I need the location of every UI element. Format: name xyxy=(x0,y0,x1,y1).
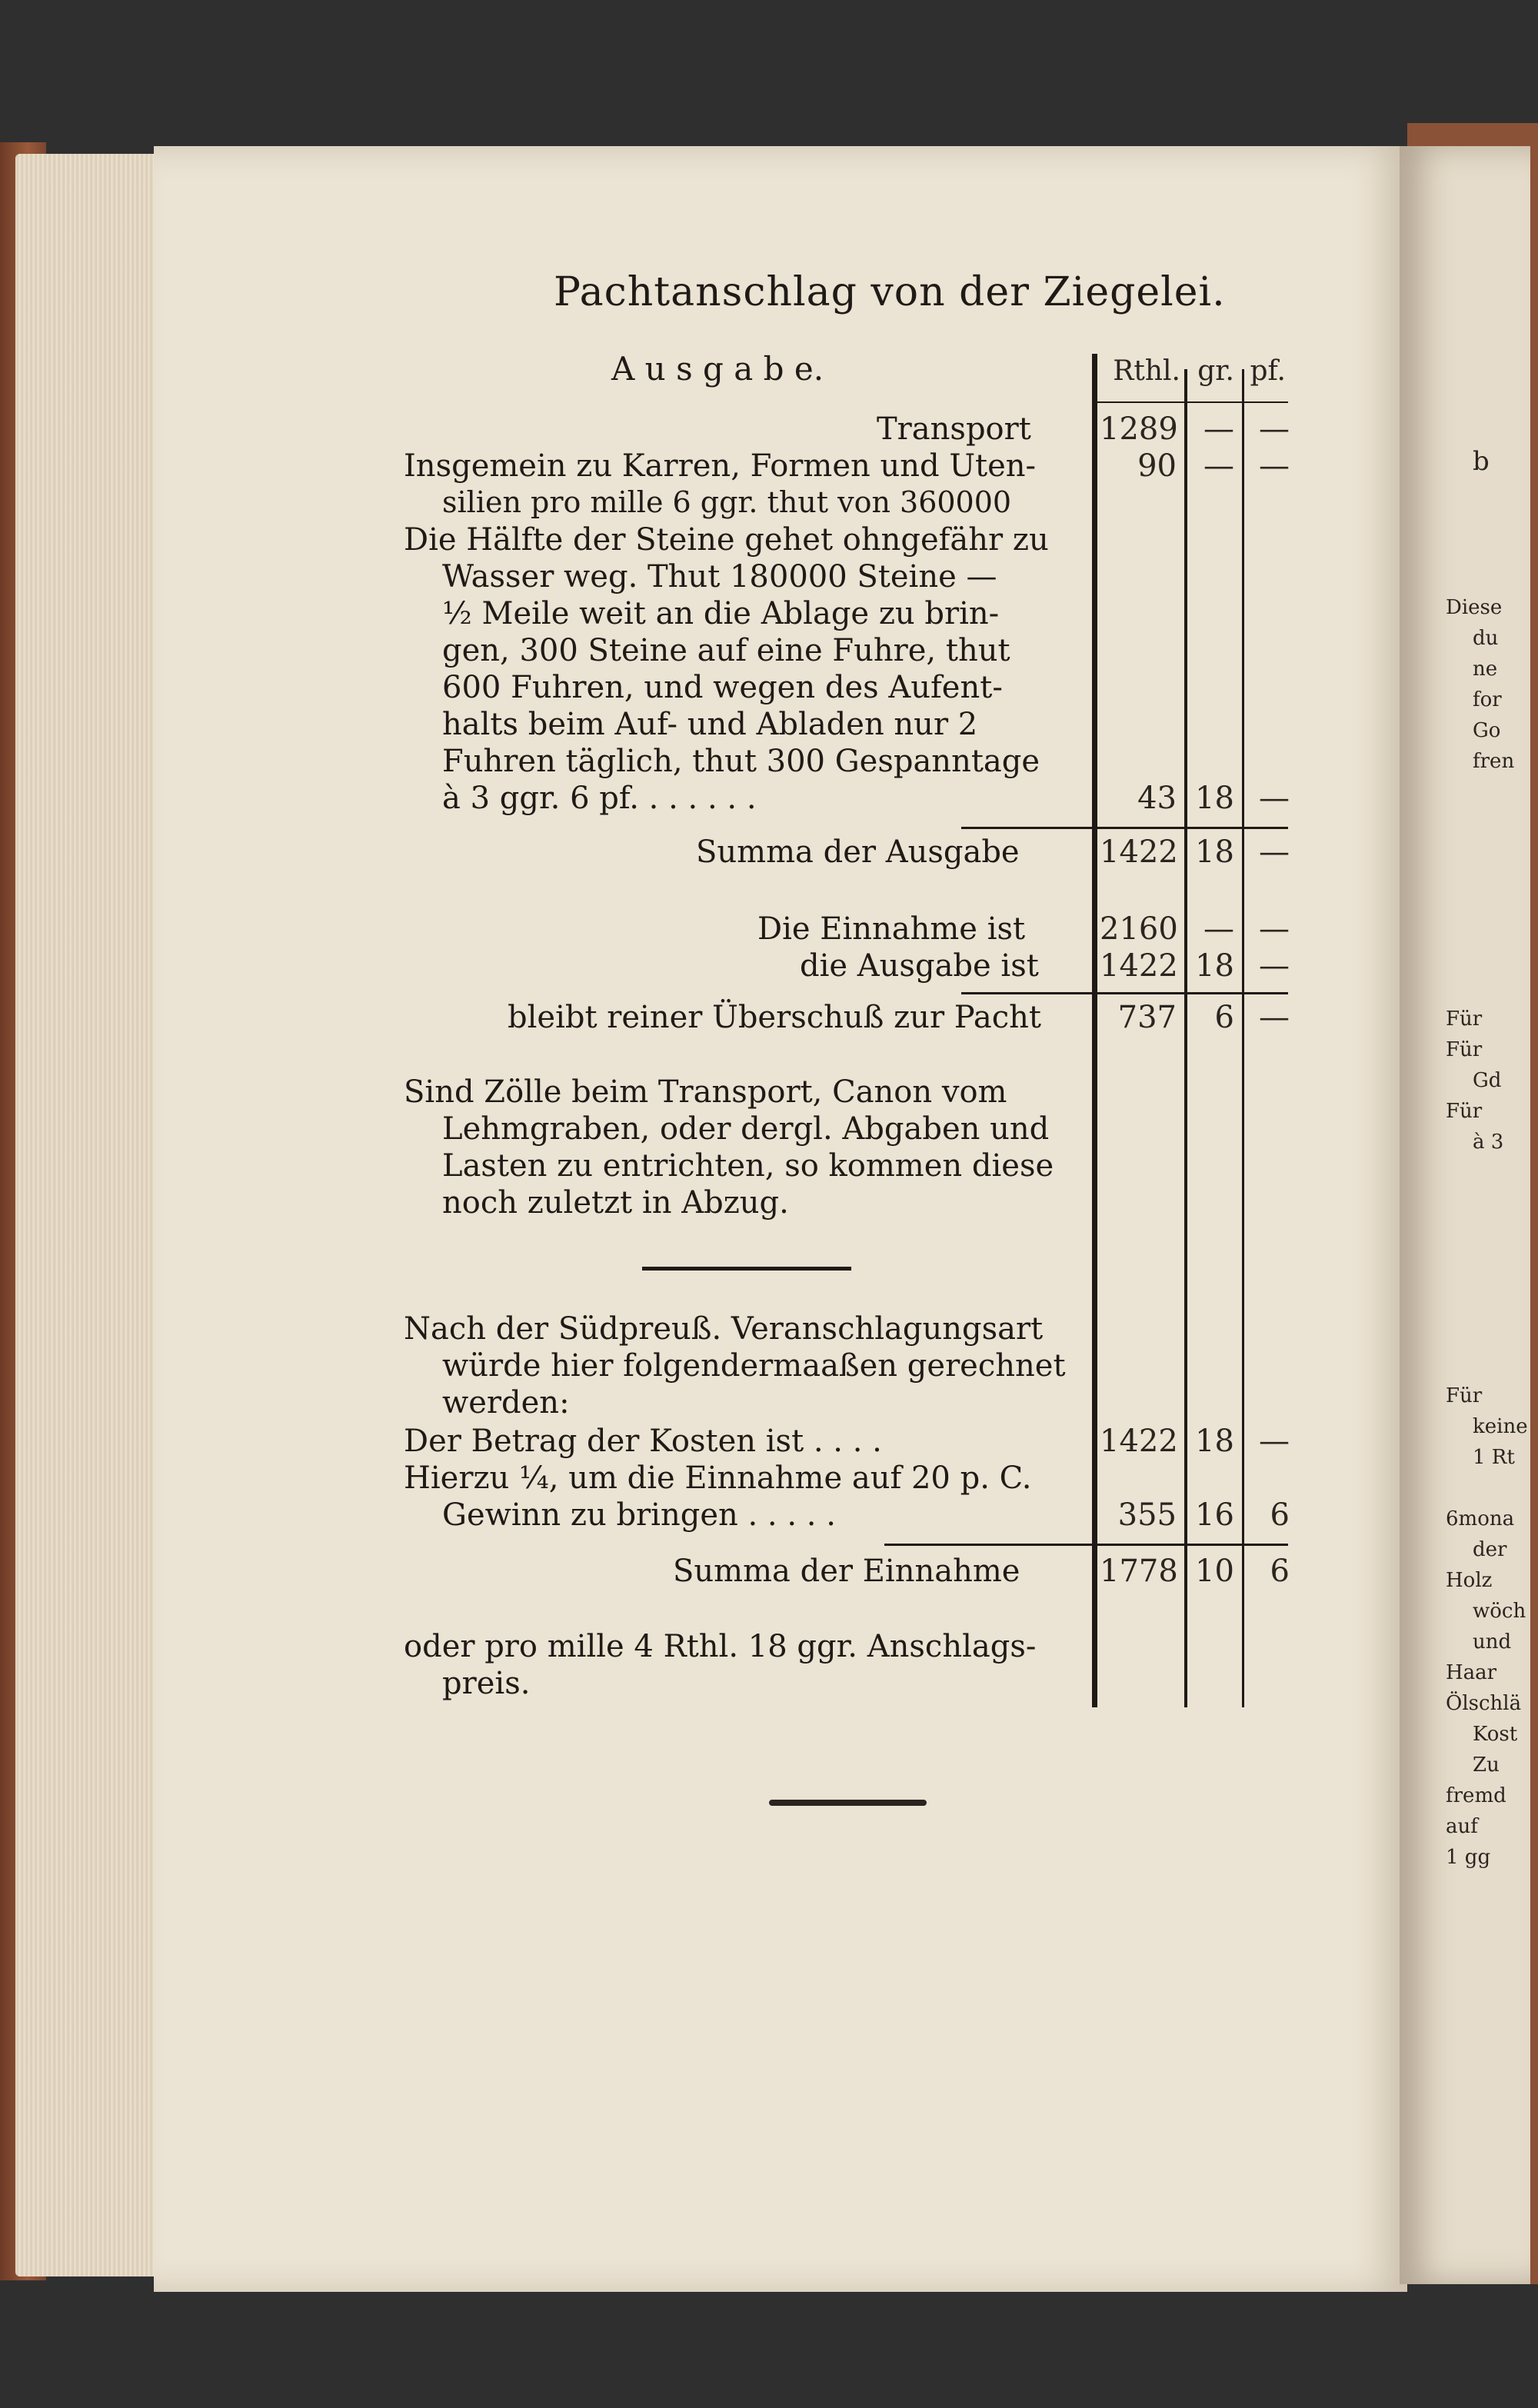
hierzu-rthl: 355 xyxy=(1117,1497,1177,1533)
summa-ausgabe-pf: — xyxy=(1259,834,1290,870)
ueberschuss-rthl: 737 xyxy=(1117,1000,1177,1035)
sum-rule-ausgabe xyxy=(961,827,1288,829)
haelfte-line-3: ½ Meile weit an die Ablage zu brin- xyxy=(442,596,1000,631)
next-page-fragment: Gd xyxy=(1473,1069,1502,1092)
haelfte-line-8: à 3 ggr. 6 pf. . . . . . . xyxy=(442,781,757,816)
next-page-fragment: und xyxy=(1473,1630,1512,1654)
column-rule-gr xyxy=(1184,369,1187,1707)
next-page-fragment: Diese xyxy=(1446,596,1503,619)
next-page-fragment: ne xyxy=(1473,658,1498,681)
suedpreuss-intro-1: Nach der Südpreuß. Veranschlagungsart xyxy=(404,1311,1044,1347)
ueberschuss-pf: — xyxy=(1259,1000,1290,1035)
haelfte-line-2: Wasser weg. Thut 180000 Steine — xyxy=(442,559,997,595)
haelfte-line-1: Die Hälfte der Steine gehet ohngefähr zu xyxy=(404,522,1049,558)
next-page-fragment: Kost xyxy=(1473,1723,1518,1746)
next-page-fragment: à 3 xyxy=(1473,1131,1504,1154)
next-page-fragment: b xyxy=(1473,446,1490,477)
hierzu-line-1: Hierzu ¼, um die Einnahme auf 20 p. C. xyxy=(404,1460,1032,1496)
pro-mille-line-2: preis. xyxy=(442,1666,531,1701)
ausgabe-header: A u s g a b e. xyxy=(611,350,824,388)
zoelle-line-1: Sind Zölle beim Transport, Canon vom xyxy=(404,1074,1007,1110)
transport-pf: — xyxy=(1259,411,1290,447)
next-page-fragment: fremd xyxy=(1446,1784,1506,1807)
next-page-fragment: keine xyxy=(1473,1415,1528,1438)
haelfte-line-6: halts beim Auf- und Abladen nur 2 xyxy=(442,707,978,742)
summa-einnahme-pf: 6 xyxy=(1270,1554,1290,1589)
col-header-pf: pf. xyxy=(1250,355,1286,387)
haelfte-rthl: 43 xyxy=(1137,781,1177,816)
haelfte-pf: — xyxy=(1259,781,1290,816)
insgemein-rthl: 90 xyxy=(1137,448,1177,484)
next-page-fragment: wöch xyxy=(1473,1600,1526,1623)
next-page-fragment: du xyxy=(1473,627,1499,650)
column-rule-pf xyxy=(1242,369,1244,1707)
next-page-fragment: 6mona xyxy=(1446,1507,1515,1530)
ausgabe-ist-rthl: 1422 xyxy=(1100,948,1178,984)
hierzu-pf: 6 xyxy=(1270,1497,1290,1533)
next-page-fragment: fren xyxy=(1473,750,1515,773)
suedpreuss-intro-3: werden: xyxy=(442,1385,570,1420)
next-page-edge xyxy=(1400,146,1530,2284)
next-page-fragment: Go xyxy=(1473,719,1501,742)
next-page-fragment: for xyxy=(1473,688,1502,711)
haelfte-gr: 18 xyxy=(1195,781,1234,816)
col-header-gr: gr. xyxy=(1197,355,1234,387)
insgemein-gr: — xyxy=(1203,448,1234,484)
next-page-fragment: auf xyxy=(1446,1815,1478,1838)
ueberschuss-label: bleibt reiner Überschuß zur Pacht xyxy=(508,1000,1041,1035)
next-page-fragment: Für xyxy=(1446,1100,1483,1123)
summa-einnahme-rthl: 1778 xyxy=(1100,1554,1178,1589)
next-page-fragment: 1 gg xyxy=(1446,1846,1491,1869)
transport-rthl: 1289 xyxy=(1100,411,1178,447)
next-page-fragment: Für xyxy=(1446,1038,1483,1061)
einnahme-ist-pf: — xyxy=(1259,911,1290,947)
next-page-fragment: Ölschlä xyxy=(1446,1692,1522,1715)
running-head: Pachtanschlag von der Ziegelei. xyxy=(554,269,1226,315)
sum-rule-einnahme xyxy=(884,1544,1288,1546)
summa-einnahme-gr: 10 xyxy=(1195,1554,1234,1589)
column-rule-main xyxy=(1092,354,1097,1707)
einnahme-ist-gr: — xyxy=(1203,911,1234,947)
haelfte-line-5: 600 Fuhren, und wegen des Aufent- xyxy=(442,670,1003,705)
betrag-label: Der Betrag der Kosten ist . . . . xyxy=(404,1424,882,1459)
next-page-fragment: Für xyxy=(1446,1384,1483,1407)
page-edges xyxy=(15,154,161,2276)
col-header-rthl: Rthl. xyxy=(1113,355,1180,387)
haelfte-line-4: gen, 300 Steine auf eine Fuhre, thut xyxy=(442,633,1010,668)
zoelle-line-2: Lehmgraben, oder dergl. Abgaben und xyxy=(442,1111,1050,1147)
transport-label: Transport xyxy=(877,411,1031,447)
closing-ornament xyxy=(769,1800,927,1806)
einnahme-ist-label: Die Einnahme ist xyxy=(757,911,1026,947)
next-page-fragment: Haar xyxy=(1446,1661,1497,1684)
ausgabe-ist-pf: — xyxy=(1259,948,1290,984)
summa-ausgabe-rthl: 1422 xyxy=(1100,834,1178,870)
next-page-fragment: Holz xyxy=(1446,1569,1493,1592)
ausgabe-ist-gr: 18 xyxy=(1195,948,1234,984)
zoelle-line-3: Lasten zu entrichten, so kommen diese xyxy=(442,1148,1054,1184)
insgemein-pf: — xyxy=(1259,448,1290,484)
next-page-fragment: der xyxy=(1473,1538,1507,1561)
next-page-fragment: Zu xyxy=(1473,1754,1500,1777)
summa-einnahme-label: Summa der Einnahme xyxy=(673,1554,1020,1589)
ausgabe-ist-label: die Ausgabe ist xyxy=(800,948,1039,984)
section-divider xyxy=(642,1267,851,1271)
haelfte-line-7: Fuhren täglich, thut 300 Gespanntage xyxy=(442,744,1040,779)
einnahme-ist-rthl: 2160 xyxy=(1100,911,1178,947)
hierzu-line-2: Gewinn zu bringen . . . . . xyxy=(442,1497,836,1533)
ueberschuss-gr: 6 xyxy=(1214,1000,1234,1035)
betrag-gr: 18 xyxy=(1195,1424,1234,1459)
insgemein-line-2: silien pro mille 6 ggr. thut von 360000 xyxy=(442,485,1012,519)
hierzu-gr: 16 xyxy=(1195,1497,1234,1533)
pro-mille-line-1: oder pro mille 4 Rthl. 18 ggr. Anschlags- xyxy=(404,1629,1037,1664)
insgemein-line-1: Insgemein zu Karren, Formen und Uten- xyxy=(404,448,1037,484)
sum-rule-pacht xyxy=(961,992,1288,994)
summa-ausgabe-label: Summa der Ausgabe xyxy=(696,834,1020,870)
header-rule xyxy=(1096,401,1288,403)
next-page-fragment: 1 Rt xyxy=(1473,1446,1515,1469)
transport-gr: — xyxy=(1203,411,1234,447)
betrag-pf: — xyxy=(1259,1424,1290,1459)
betrag-rthl: 1422 xyxy=(1100,1424,1178,1459)
next-page-fragment: Für xyxy=(1446,1007,1483,1031)
summa-ausgabe-gr: 18 xyxy=(1195,834,1234,870)
zoelle-line-4: noch zuletzt in Abzug. xyxy=(442,1185,789,1221)
suedpreuss-intro-2: würde hier folgendermaaßen gerechnet xyxy=(442,1348,1066,1384)
